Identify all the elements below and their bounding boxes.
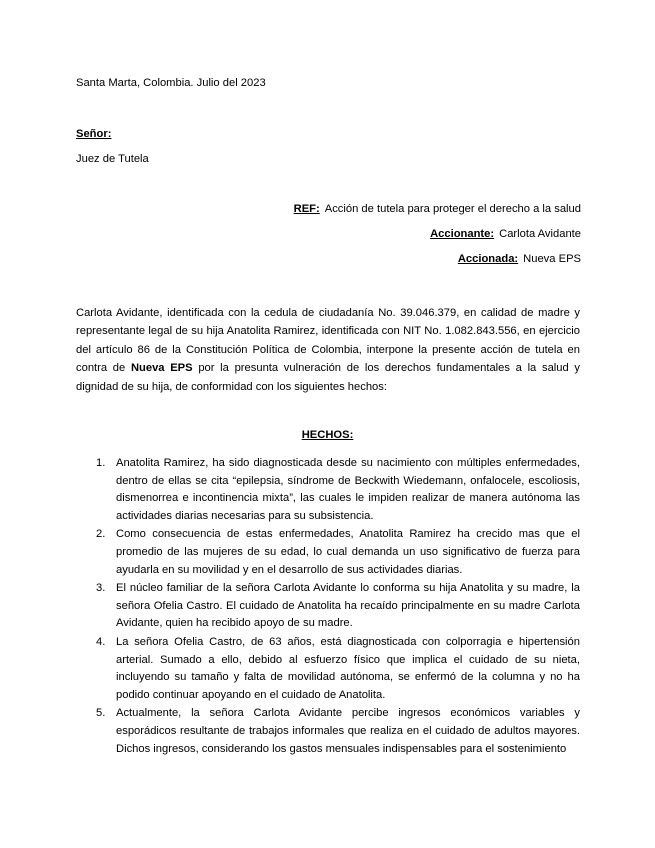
salutation: Señor:: [76, 128, 112, 140]
list-number: 1.: [96, 457, 106, 469]
list-text: La señora Ofelia Castro, de 63 años, está diagnosticada con colporragia e hipertensión arterial. Sumado a ello, debido al esfuerzo físico que implica el cuidado de su nieta, incluyendo su tamaño y falta de movilidad autónoma, se enfermó de la columna y no ha podido continuar apoyando en el cuidado de Anatolita.: [116, 635, 580, 701]
list-item: [76, 580, 580, 633]
place-date: Santa Marta, Colombia. Julio del 2023: [76, 77, 266, 89]
ref-text: Acción de tutela para proteger el derecho a la salud: [324, 203, 581, 215]
ref-label: REF:: [293, 203, 320, 215]
intro-part2: por la presunta vulneración de los derechos fundamentales a la salud y dignidad de su hija, de conformidad con los siguientes hechos:: [76, 362, 581, 393]
list-number: 4.: [96, 635, 106, 648]
facts-list: [76, 455, 580, 759]
intro-bold-entity: Nueva EPS: [130, 362, 193, 375]
list-number: 3.: [96, 582, 106, 595]
list-item: [76, 634, 580, 704]
list-number: 2.: [96, 528, 106, 541]
list-item: [76, 455, 580, 525]
list-text: Como consecuencia de estas enfermedades, Anatolita Ramirez ha crecido mas que el promedio de las mujeres de su edad, lo cual demanda un uso significativo de fuerza para ayudarla en su movilidad y en el desarrollo de sus actividades diarias.: [116, 528, 580, 576]
accionada-line: [458, 253, 581, 265]
addressee: Juez de Tutela: [76, 153, 149, 165]
accionada-value: Nueva EPS: [523, 253, 581, 265]
list-text: El núcleo familiar de la señora Carlota Avidante lo conforma su hija Anatolita y su madre, la señora Ofelia Castro. El cuidado de Anatolita ha recaído principalmente en su madre Carlota Avidante, quien ha recibido apoyo de su madre.: [116, 582, 580, 630]
facts-heading: HECHOS:: [301, 429, 354, 441]
intro-paragraph: [76, 304, 580, 396]
list-item: [76, 526, 580, 579]
accionante-line: [430, 228, 581, 240]
intro-part1: Carlota Avidante, identificada con la cedula de ciudadanía No. 39.046.379, en calidad de madre y representante legal de su hija Anatolita Ramirez, identificada con NIT No. 1.082.843.556, en ejercicio del artículo 86 de la Constitución Política de Colombia, interpone la presente acción de tutela en contra de: [76, 307, 580, 375]
ref-line: [294, 203, 581, 215]
list-number: 5.: [96, 707, 106, 720]
accionante-label: Accionante:: [430, 228, 495, 240]
accionante-value: Carlota Avidante: [499, 228, 581, 240]
list-text: Actualmente, la señora Carlota Avidante percibe ingresos económicos variables y esporádicos resultante de trabajos informales que realiza en el cuidado de adultos mayores. Dichos ingresos, considerando los gastos mensuales indispensables para el sostenimiento: [116, 707, 580, 755]
list-text: Anatolita Ramirez, ha sido diagnosticada desde su nacimiento con múltiples enfermedades, dentro de ellas se cita “epilepsia, síndrome de Beckwith Wiedemann, onfalocele, escoliosis, dismenorrea e incontinencia mixta”, las cuales le impiden realizar de manera autónoma las actividades diarias necesarias para su subsistencia.: [116, 457, 580, 522]
accionada-label: Accionada:: [457, 253, 519, 265]
list-item: [76, 705, 580, 758]
